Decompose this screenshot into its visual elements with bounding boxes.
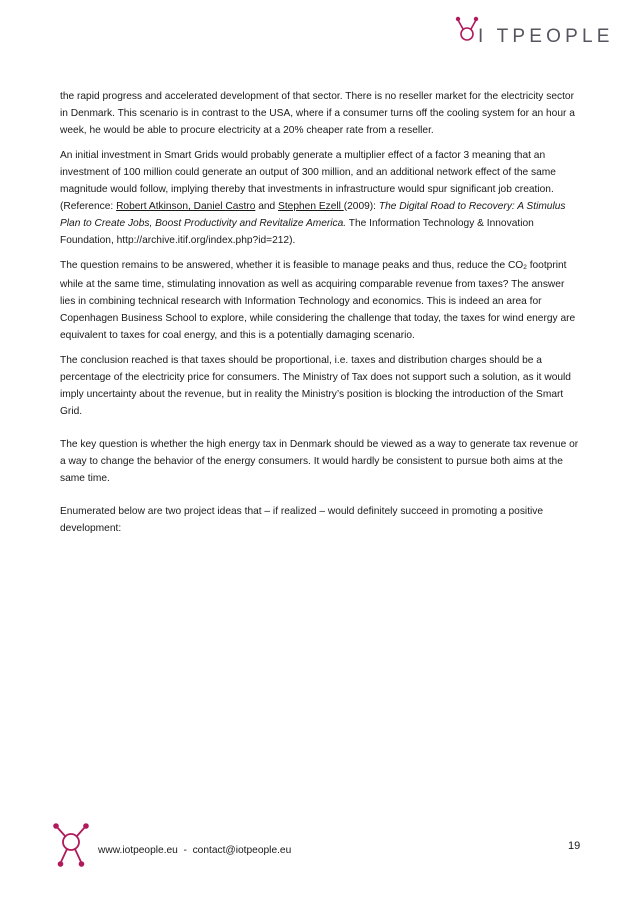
document-body <box>60 88 580 545</box>
paragraph-2-and: and <box>255 201 279 212</box>
spacer <box>60 495 580 503</box>
paragraph-2-text: An initial investment in Smart Grids would probably generate a multiplier effect of a factor 3 meaning that an investment of 100 million could generate an output of 300 million, and an additional network effect of the same magnitude would follow, implying thereby that investments in infrastructure would spur significant job creation. (Reference: <box>60 150 556 212</box>
paragraph-5: The key question is whether the high energy tax in Denmark should be viewed as a way to generate tax revenue or a way to change the behavior of the energy consumers. It would hardly be consistent to pursue both aims at the same time. <box>60 439 579 484</box>
author-link-atkinson-castro[interactable]: Robert Atkinson, Daniel Castro <box>116 201 256 212</box>
paragraph-4: The conclusion reached is that taxes should be proportional, i.e. taxes and distribution charges should be a percentage of the electricity price for consumers. The Ministry of Tax does not support such a solution, as it would imply uncertainty about the revenue, but in reality the Ministry’s position is blocking the introduction of the Smart Grid. <box>60 355 571 417</box>
author-link-ezell[interactable]: Stephen Ezell <box>278 201 344 212</box>
paragraph-1: the rapid progress and accelerated development of that sector. There is no reseller market for the electricity sector in Denmark. This scenario is in contrast to the USA, where if a consumer turns off the cooling system for an hour a week, he would be able to procure electricity at a 20% cheaper rate from a reseller. <box>60 91 575 136</box>
footer-contact[interactable]: www.iotpeople.eu - contact@iotpeople.eu <box>98 845 292 856</box>
page-number: 19 <box>568 840 581 852</box>
paragraph-2-source: The Information Technology & Innovation Foundation, http://archive.itif.org/index.php?id=212). <box>60 218 534 246</box>
paragraph-3-text: The question remains to be answered, whether it is feasible to manage peaks and thus, reduce the CO <box>60 260 524 271</box>
co2-subscript: 2 <box>523 264 527 271</box>
footer-figure-icon <box>48 820 94 880</box>
paragraph-2 <box>60 147 580 249</box>
paragraph-6: Enumerated below are two project ideas that – if realized – would definitely succeed in promoting a positive development: <box>60 506 544 534</box>
paragraph-3-text-cont: footprint while at the same time, stimulating innovation as well as acquiring comparable revenue from taxes? The answer lies in combining technical research with Information Technology and economics. This is indeed an area for Copenhagen Business School to explore, while considering the challenge that today, the taxes for wind energy are equivalent to taxes for coal energy, and this is a potentially damaging scenario. <box>60 260 576 341</box>
paragraph-2-year: (2009): <box>343 201 379 212</box>
spacer <box>60 428 580 436</box>
iotpeople-logo <box>452 14 614 48</box>
reference-title: The Digital Road to Recovery: A Stimulus Plan to Create Jobs, Boost Productivity and Revitalize America. <box>60 201 566 229</box>
paragraph-3 <box>60 257 580 344</box>
logo-text: I TPEOPLE <box>478 26 614 47</box>
